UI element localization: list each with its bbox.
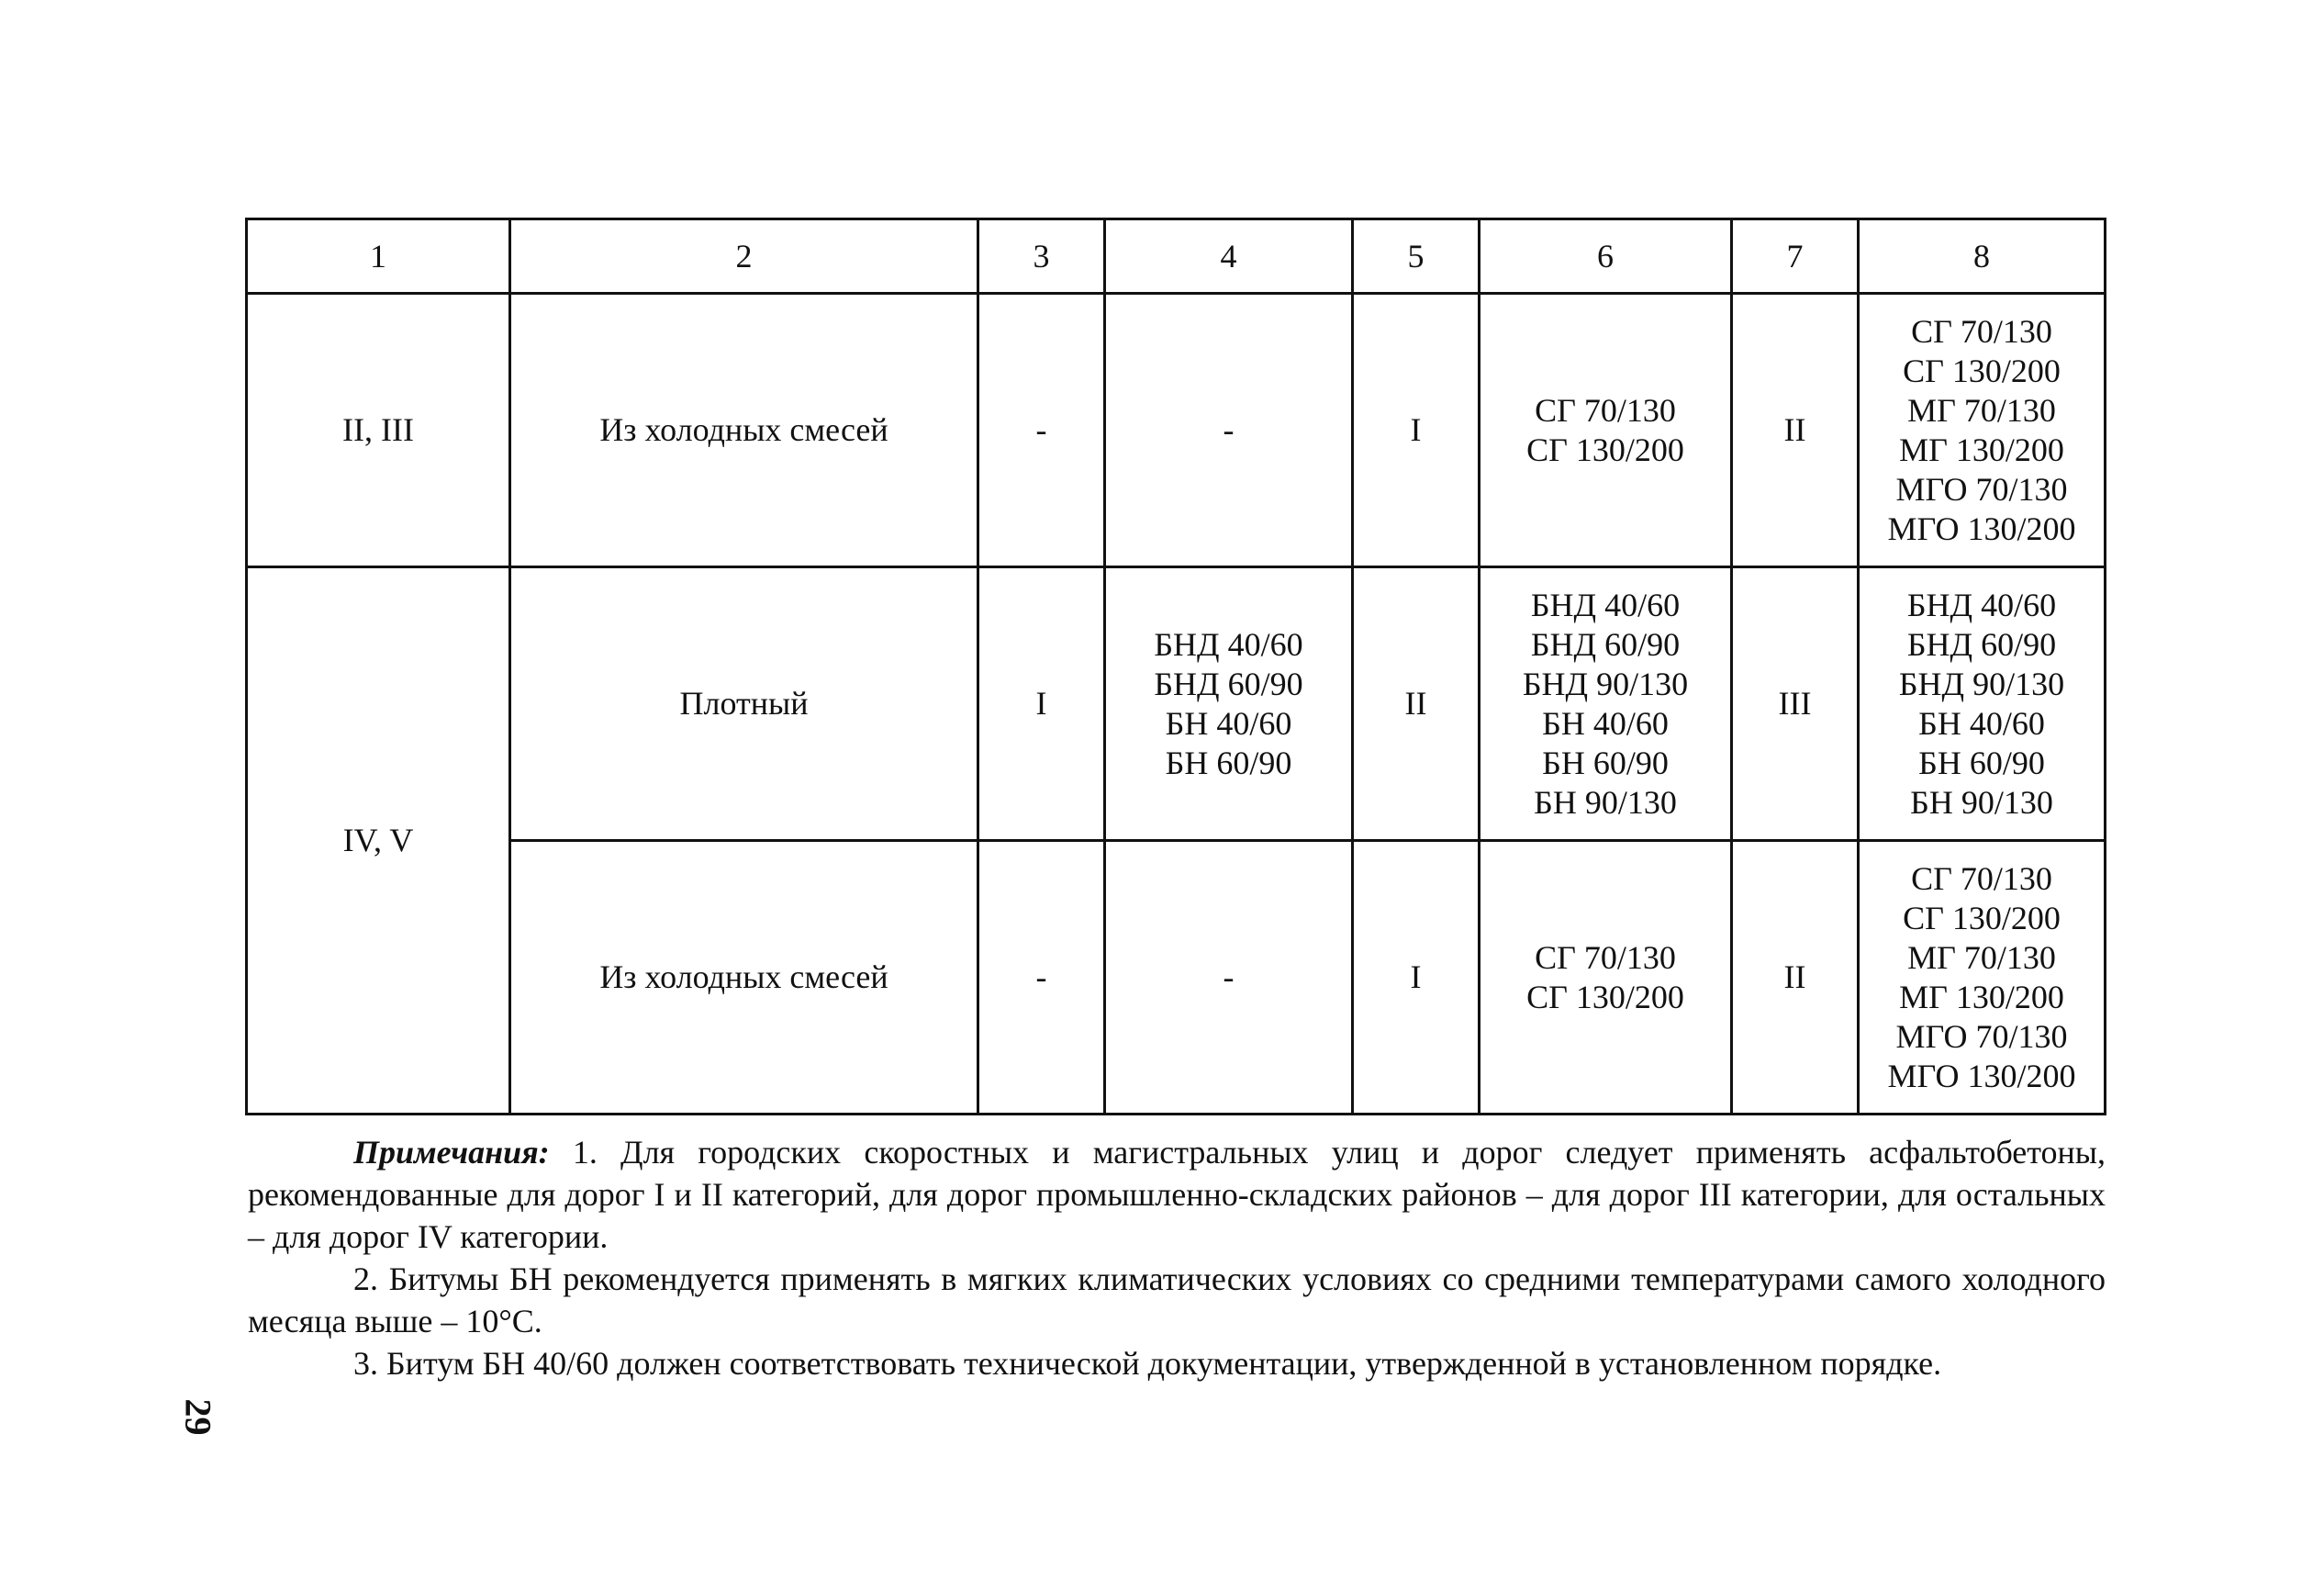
header-col-6: 6	[1480, 219, 1732, 294]
mix-type-cell: Из холодных смесей	[510, 841, 978, 1115]
table-cell: -	[1105, 294, 1353, 567]
bitumen-grade: БН 40/60	[1542, 704, 1669, 742]
bitumen-grade: БНД 60/90	[1530, 625, 1681, 663]
page-number: 29	[177, 1398, 219, 1436]
bitumen-grade: МГО 130/200	[1887, 510, 2076, 547]
bitumen-grade: МГ 130/200	[1899, 978, 2064, 1015]
note-1-text: 1. Для городских скоростных и магистральных улиц и дорог следует применять асфальтобетоны, рекомендованные для дорог I и II категорий, для дорог промышленно-складских районов – для дорог III категории, для остальных – для дорог IV категории.	[248, 1134, 2106, 1255]
bitumen-grade: БНД 60/90	[1906, 625, 2057, 663]
table-cell: II	[1732, 841, 1859, 1115]
table-cell: III	[1732, 567, 1859, 841]
table-row	[247, 294, 2106, 567]
bitumen-grade: МГО 70/130	[1895, 470, 2068, 508]
bitumen-list-cell	[1105, 567, 1353, 841]
bitumen-grade: МГ 70/130	[1907, 391, 2056, 429]
bitumen-grade: СГ 130/200	[1903, 899, 2061, 936]
header-col-4: 4	[1105, 219, 1353, 294]
road-category-cell: IV, V	[247, 567, 510, 1115]
notes-label: Примечания:	[353, 1134, 550, 1171]
bitumen-grade: БН 90/130	[1910, 783, 2053, 821]
bitumen-grade: БНД 40/60	[1530, 586, 1681, 623]
bitumen-grade: БНД 40/60	[1154, 625, 1303, 663]
table-cell: II	[1353, 567, 1480, 841]
bitumen-grade: БНД 60/90	[1154, 665, 1303, 702]
bitumen-list-cell	[1859, 841, 2106, 1115]
bitumen-grade: БН 60/90	[1165, 744, 1292, 781]
bitumen-grade: МГО 130/200	[1887, 1057, 2076, 1094]
bitumen-grade: СГ 130/200	[1526, 431, 1684, 468]
table-cell: I	[1353, 294, 1480, 567]
table-row	[247, 567, 2106, 841]
bitumen-grade: СГ 70/130	[1911, 859, 2052, 897]
header-col-8: 8	[1859, 219, 2106, 294]
bitumen-grade: БНД 40/60	[1906, 586, 2057, 623]
header-col-7: 7	[1732, 219, 1859, 294]
table-cell: I	[978, 567, 1105, 841]
table-cell: -	[978, 841, 1105, 1115]
bitumen-grade: МГО 70/130	[1895, 1017, 2068, 1055]
notes-section	[248, 1131, 2106, 1384]
note-1	[248, 1131, 2106, 1258]
bitumen-grade: БНД 90/130	[1898, 665, 2065, 702]
bitumen-grade: СГ 70/130	[1911, 312, 2052, 350]
bitumen-table	[245, 218, 2106, 1115]
bitumen-grade: БН 40/60	[1918, 704, 2045, 742]
bitumen-grade: БН 90/130	[1534, 783, 1677, 821]
header-col-2: 2	[510, 219, 978, 294]
table-row	[247, 841, 2106, 1115]
table-header-row	[247, 219, 2106, 294]
mix-type-cell: Плотный	[510, 567, 978, 841]
bitumen-grade: БН 40/60	[1165, 704, 1292, 742]
bitumen-grade: СГ 70/130	[1535, 391, 1676, 429]
bitumen-grade: СГ 130/200	[1903, 352, 2061, 389]
bitumen-grade: БН 60/90	[1542, 744, 1669, 781]
bitumen-list-cell	[1480, 567, 1732, 841]
table-cell: I	[1353, 841, 1480, 1115]
bitumen-grade: СГ 130/200	[1526, 978, 1684, 1015]
note-2: 2. Битумы БН рекомендуется применять в мягких климатических условиях со средними температурами самого холодного месяца выше – 10°С.	[248, 1260, 2106, 1339]
bitumen-list-cell	[1480, 841, 1732, 1115]
bitumen-list-cell	[1480, 294, 1732, 567]
bitumen-grade: МГ 130/200	[1899, 431, 2064, 468]
bitumen-grade: СГ 70/130	[1535, 938, 1676, 976]
header-col-5: 5	[1353, 219, 1480, 294]
table-cell: II	[1732, 294, 1859, 567]
table-cell: -	[1105, 841, 1353, 1115]
table-cell: -	[978, 294, 1105, 567]
bitumen-list-cell	[1859, 567, 2106, 841]
header-col-1: 1	[247, 219, 510, 294]
note-3: 3. Битум БН 40/60 должен соответствовать технической документации, утвержденной в установленном порядке.	[353, 1345, 1942, 1382]
bitumen-list-cell	[1859, 294, 2106, 567]
mix-type-cell: Из холодных смесей	[510, 294, 978, 567]
bitumen-grade: МГ 70/130	[1907, 938, 2056, 976]
bitumen-grade: БНД 90/130	[1522, 665, 1689, 702]
road-category-cell: II, III	[247, 294, 510, 567]
header-col-3: 3	[978, 219, 1105, 294]
bitumen-grade: БН 60/90	[1918, 744, 2045, 781]
